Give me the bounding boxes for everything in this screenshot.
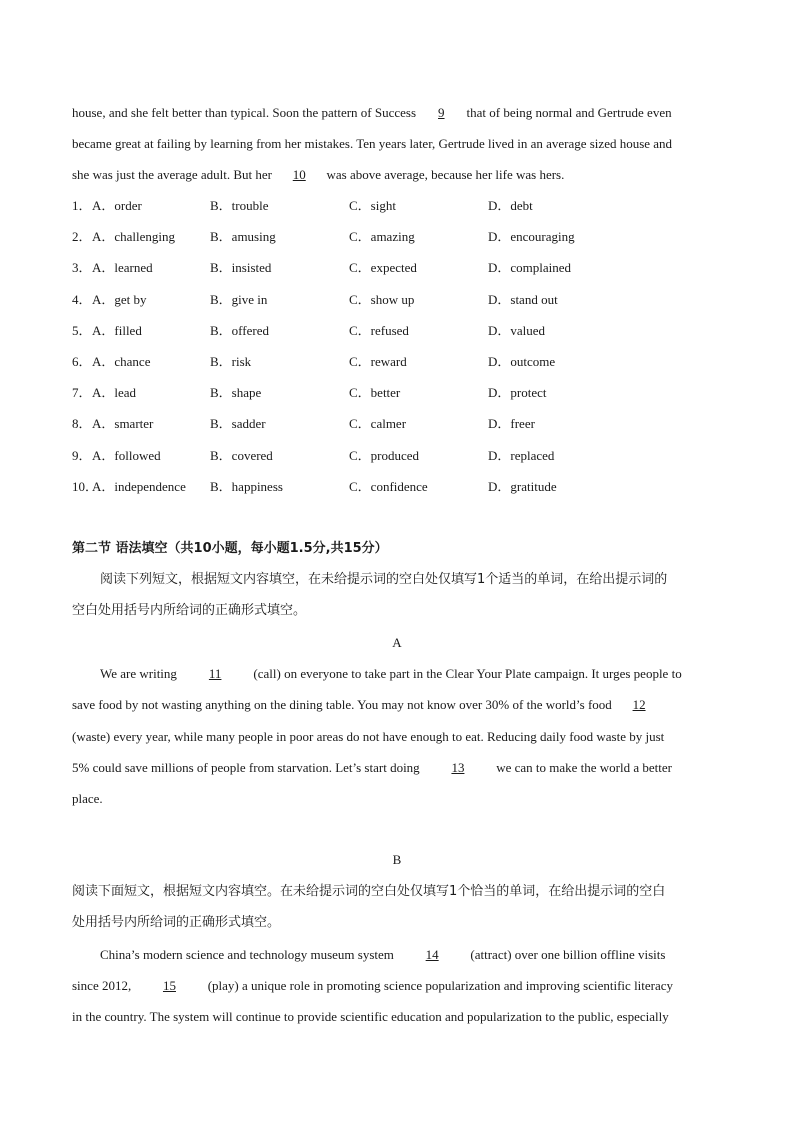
blank-13[interactable]: 13 xyxy=(451,760,465,775)
option-c[interactable]: C．show up xyxy=(349,292,415,307)
passage-text: We are writing xyxy=(100,666,177,681)
option-a[interactable]: A．challenging xyxy=(92,229,176,244)
option-c[interactable]: C．expected xyxy=(349,260,417,275)
option-d[interactable]: D．encouraging xyxy=(488,229,575,244)
option-c[interactable]: C．confidence xyxy=(349,479,428,494)
passage-text: became great at failing by learning from her mistakes. Ten years later, Gertrude lived in an average sized house and xyxy=(72,136,673,151)
option-b[interactable]: B．trouble xyxy=(210,198,269,213)
passage-text: house, and she felt better than typical. Soon the pattern of Success xyxy=(72,105,417,120)
option-a[interactable]: A．chance xyxy=(92,354,151,369)
option-c[interactable]: C．better xyxy=(349,385,401,400)
blank-9[interactable]: 9 xyxy=(438,105,445,120)
option-d[interactable]: D．outcome xyxy=(488,354,556,369)
option-b[interactable]: B．sadder xyxy=(210,416,266,431)
option-d[interactable]: D．protect xyxy=(488,385,547,400)
passage-text: place. xyxy=(72,791,103,806)
option-c[interactable]: C．calmer xyxy=(349,416,407,431)
option-d[interactable]: D．debt xyxy=(488,198,533,213)
blank-14[interactable]: 14 xyxy=(425,947,439,962)
passage-line xyxy=(72,978,673,994)
passage-line xyxy=(72,760,672,776)
instruction-text: 阅读下面短文，根据短文内容填空。在未给提示词的空白处仅填写1个恰当的单词，在给出提示词的空白 xyxy=(72,884,666,899)
passage-line xyxy=(100,947,665,963)
passage-text: 5% could save millions of people from starvation. Let’s start doing xyxy=(72,760,420,775)
passage-line xyxy=(72,697,658,713)
option-a[interactable]: A．get by xyxy=(92,292,147,307)
option-c[interactable]: C．produced xyxy=(349,448,420,463)
option-a[interactable]: A．filled xyxy=(92,323,142,338)
question-number: 7． xyxy=(72,385,92,400)
passage-line xyxy=(72,791,103,807)
passage-text: was above average, because her life was hers. xyxy=(326,167,565,182)
option-a[interactable]: A．lead xyxy=(92,385,137,400)
question-number: 4． xyxy=(72,292,92,307)
passage-text: save food by not wasting anything on the dining table. You may not know over 30% of the world’s food xyxy=(72,697,612,712)
question-number: 10． xyxy=(72,479,99,494)
section-heading: 第二节 语法填空（共10小题，每小题1.5分,共15分） xyxy=(72,541,388,556)
option-b[interactable]: B．happiness xyxy=(210,479,283,494)
option-b[interactable]: B．amusing xyxy=(210,229,276,244)
option-d[interactable]: D．gratitude xyxy=(488,479,557,494)
passage-text: that of being normal and Gertrude even xyxy=(466,105,672,120)
passage-text: (attract) over one billion offline visits xyxy=(470,947,666,962)
instruction-text: 空白处用括号内所给词的正确形式填空。 xyxy=(72,603,307,618)
passage-line xyxy=(72,729,664,745)
option-a[interactable]: A．smarter xyxy=(92,416,154,431)
option-b[interactable]: B．insisted xyxy=(210,260,272,275)
question-number: 6． xyxy=(72,354,92,369)
passage-text: China’s modern science and technology museum system xyxy=(100,947,394,962)
option-a[interactable]: A．order xyxy=(92,198,142,213)
passage-text: (waste) every year, while many people in poor areas do not have enough to eat. Reducing daily food waste by just xyxy=(72,729,665,744)
question-number: 2． xyxy=(72,229,92,244)
passage-text: (call) on everyone to take part in the Clear Your Plate campaign. It urges people to xyxy=(253,666,682,681)
passage-line xyxy=(72,1009,669,1025)
passage-line xyxy=(72,136,672,152)
blank-11[interactable]: 11 xyxy=(208,666,222,681)
option-a[interactable]: A．followed xyxy=(92,448,161,463)
option-d[interactable]: D．complained xyxy=(488,260,572,275)
passage-text: she was just the average adult. But her xyxy=(72,167,272,182)
option-b[interactable]: B．give in xyxy=(210,292,268,307)
passage-text: we can to make the world a better xyxy=(496,760,672,775)
passage-text: (play) a unique role in promoting science popularization and improving scientific literacy xyxy=(207,978,674,993)
passage-line xyxy=(72,167,564,183)
question-number: 1． xyxy=(72,198,92,213)
passage-text: since 2012, xyxy=(72,978,132,993)
passage-label-a: A xyxy=(392,635,402,650)
option-c[interactable]: C．sight xyxy=(349,198,396,213)
passage-text: in the country. The system will continue to provide scientific education and popularization to the public, especially xyxy=(72,1009,669,1024)
option-d[interactable]: D．replaced xyxy=(488,448,555,463)
passage-label-b: B xyxy=(392,852,402,867)
question-number: 5． xyxy=(72,323,92,338)
question-number: 9． xyxy=(72,448,92,463)
passage-line xyxy=(72,105,672,121)
option-c[interactable]: C．reward xyxy=(349,354,407,369)
instruction-text: 处用括号内所给词的正确形式填空。 xyxy=(72,915,281,930)
question-number: 8． xyxy=(72,416,92,431)
question-number: 3． xyxy=(72,260,92,275)
option-b[interactable]: B．offered xyxy=(210,323,269,338)
blank-10[interactable]: 10 xyxy=(292,167,306,182)
option-b[interactable]: B．shape xyxy=(210,385,262,400)
passage-line xyxy=(100,666,682,682)
option-d[interactable]: D．valued xyxy=(488,323,546,338)
option-c[interactable]: C．amazing xyxy=(349,229,415,244)
option-d[interactable]: D．stand out xyxy=(488,292,558,307)
option-a[interactable]: A．learned xyxy=(92,260,153,275)
option-c[interactable]: C．refused xyxy=(349,323,409,338)
option-d[interactable]: D．freer xyxy=(488,416,535,431)
instruction-text: 阅读下列短文，根据短文内容填空，在未给提示词的空白处仅填写1个适当的单词，在给出提示词的 xyxy=(100,572,668,587)
option-a[interactable]: A．independence xyxy=(92,479,186,494)
option-b[interactable]: B．risk xyxy=(210,354,252,369)
blank-15[interactable]: 15 xyxy=(162,978,176,993)
option-b[interactable]: B．covered xyxy=(210,448,273,463)
blank-12[interactable]: 12 xyxy=(632,697,646,712)
